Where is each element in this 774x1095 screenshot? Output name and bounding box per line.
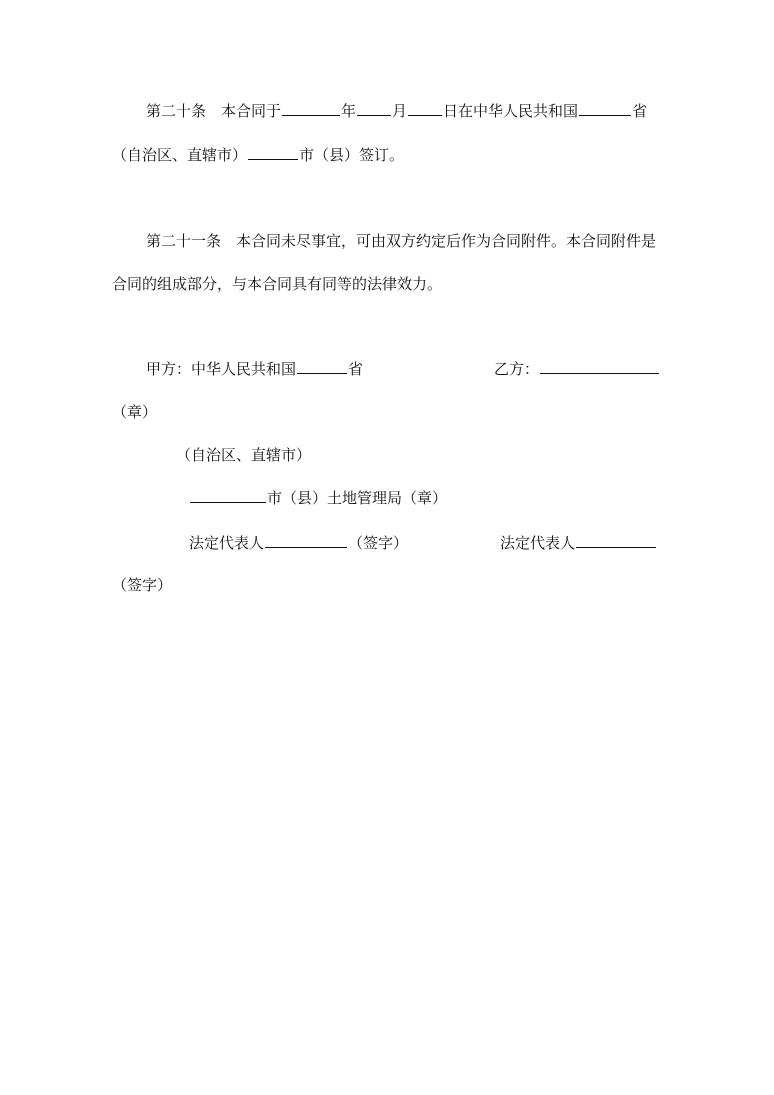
- article21-line1: 第二十一条 本合同未尽事宜，可由双方约定后作为合同附件。本合同附件是: [146, 232, 657, 250]
- rep-a-line: [189, 533, 408, 553]
- article20-prefix: 第二十条 本合同于: [146, 102, 282, 120]
- party-a-label: 甲方：中华人民共和国: [146, 360, 297, 378]
- province-blank: [579, 101, 631, 116]
- party-b-line: [494, 359, 660, 379]
- rep-a-blank: [265, 533, 347, 548]
- city-blank: [248, 145, 298, 160]
- rep-a-label: 法定代表人: [189, 534, 265, 552]
- month-label: 月: [392, 102, 408, 120]
- article20-line1: [146, 101, 647, 121]
- seal-label: （章）: [112, 403, 158, 421]
- party-a-region: （自治区、直辖市）: [176, 446, 312, 464]
- rep-b-sign: （签字）: [112, 576, 173, 594]
- province-label: 省: [632, 102, 648, 120]
- article20-line2: [112, 145, 404, 165]
- year-blank: [282, 101, 340, 116]
- year-label: 年: [341, 102, 357, 120]
- land-bureau-line: [189, 488, 447, 508]
- party-b-blank: [540, 359, 659, 374]
- rep-b-line: [500, 533, 657, 553]
- article21-line2: 合同的组成部分，与本合同具有同等的法律效力。: [112, 275, 443, 293]
- party-a-line: [146, 359, 363, 379]
- party-b-label: 乙方：: [494, 360, 540, 378]
- rep-a-sign: （签字）: [348, 534, 409, 552]
- day-blank: [408, 101, 442, 116]
- city-county-blank: [190, 488, 266, 503]
- party-a-province: 省: [348, 360, 364, 378]
- rep-b-blank: [576, 533, 656, 548]
- day-place-label: 日在中华人民共和国: [443, 102, 579, 120]
- rep-b-label: 法定代表人: [500, 534, 576, 552]
- month-blank: [357, 101, 391, 116]
- article20-region: （自治区、直辖市）: [112, 146, 248, 164]
- party-a-province-blank: [297, 359, 347, 374]
- land-bureau-label: 市（县）土地管理局（章）: [267, 489, 448, 507]
- article20-city-signed: 市（县）签订。: [299, 146, 405, 164]
